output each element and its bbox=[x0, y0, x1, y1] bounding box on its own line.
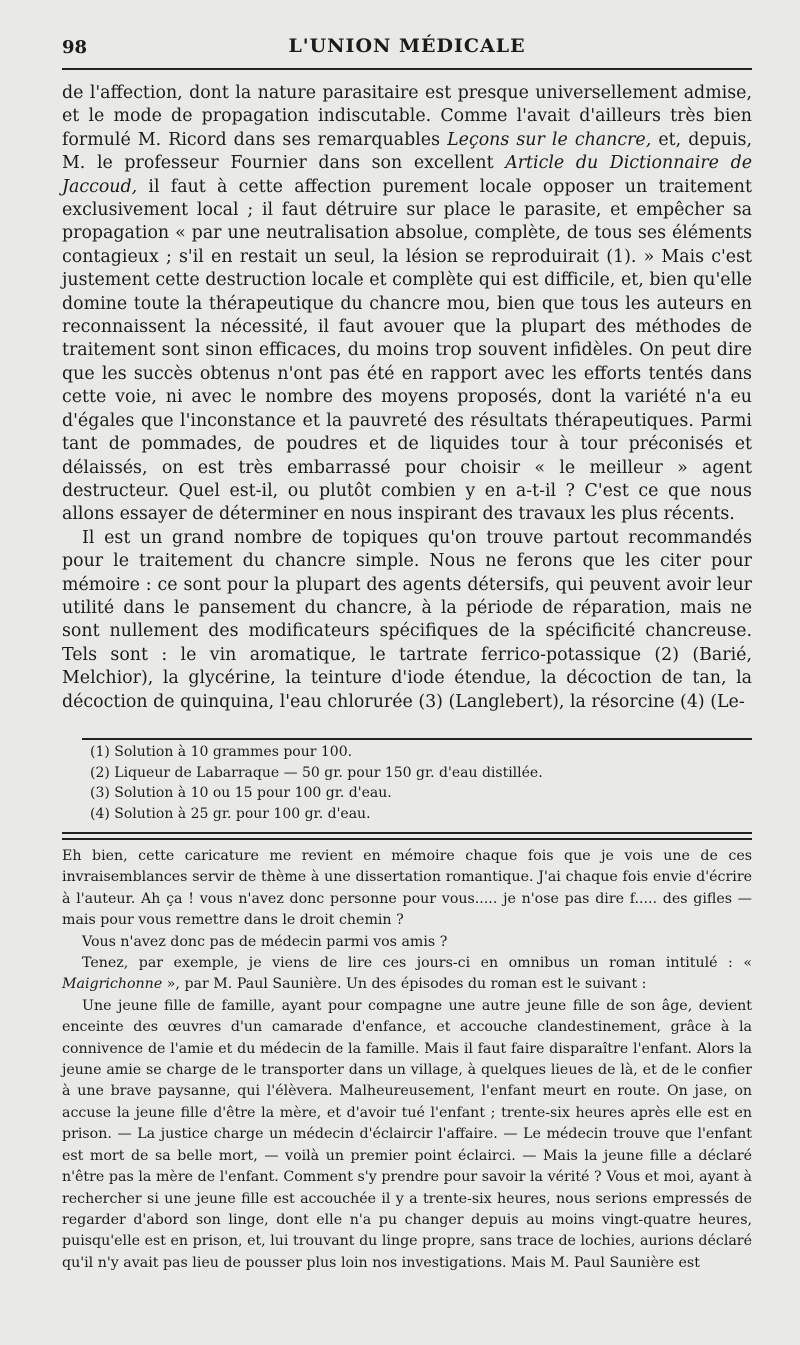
paragraph-1: de l'affection, dont la nature parasitaire est presque universellement admise, et le mode de propagation indiscutable. Comme l'avait d'ailleurs très bien formulé M. Ricord dans ses remarquables Leçons sur le chancre, et, depuis, M. le professeur Fournier dans son excellent Article du Dictionnaire de Jaccoud, il faut à cette affection purement locale opposer un traitement exclusivement local ; il faut détruire sur place le parasite, et empêcher sa propagation « par une neutralisation absolue, complète, de tous ses éléments contagieux ; s'il en restait un seul, la lésion se reproduirait (1). » Mais c'est justement cette destruction locale et complète qui est difficile, et, bien qu'elle domine toute la thérapeutique du chancre mou, bien que tous les auteurs en reconnaissent la nécessité, il faut avouer que la plupart des méthodes de traitement sont sinon efficaces, du moins trop souvent infidèles. On peut dire que les succès obtenus n'ont pas été en rapport avec les efforts tentés dans cette voie, ni avec le nombre des moyens proposés, dont la variété n'a eu d'égales que l'inconstance et la pauvreté des résultats thérapeutiques. Parmi tant de pommades, de poudres et de liquides tour à tour préconisés et délaissés, on est très embarrassé pour choisir « le meilleur » agent destructeur. Quel est-il, ou plutôt combien y en a-t-il ? C'est ce que nous allons essayer de déterminer en nous inspirant des travaux les plus récents. bbox=[62, 83, 752, 525]
header-rule bbox=[62, 68, 752, 70]
page-number: 98 bbox=[62, 37, 88, 58]
paragraph-2: Il est un grand nombre de topiques qu'on trouve partout recommandés pour le traitement du chancre simple. Nous ne ferons que les citer pour mémoire : ce sont pour la plupart des agents détersifs, qui peuvent avoir leur utilité dans le pansement du chancre, à la période de réparation, mais ne sont nullement des modificateurs spécifiques de la spécificité chancreuse. Tels sont : le vin aromatique, le tartrate ferrico-potassique (2) (Barié, Melchior), la glycérine, la teinture d'iode étendue, la décoction de tan, la décoction de quinquina, l'eau chlorurée (3) (Langlebert), la résorcine (4) (Le- bbox=[62, 527, 752, 712]
italic-article: Article du Dictionnaire de Jaccoud, bbox=[62, 153, 752, 197]
feuilleton-paragraph-4: Une jeune fille de famille, ayant pour compagne une autre jeune fille de son âge, devient enceinte des œuvres d'un camarade d'enfance, et accouche clandestinement, grâce à la connivence de l'amie et du médecin de la famille. Mais il faut faire disparaître l'enfant. Alors la jeune amie se charge de le transporter dans un village, à quelques lieues de là, et de le confier à une brave paysanne, qui l'élèvera. Malheureusement, l'enfant meurt en route. On jase, on accuse la jeune fille d'être la mère, et d'avoir tué l'enfant ; trente-six heures après elle est en prison. — La justice charge un médecin d'éclaircir l'affaire. — Le médecin trouve que l'enfant est mort de sa belle mort, — voilà un premier point éclairci. — Mais la jeune fille a déclaré n'être pas la mère de l'enfant. Comment s'y prendre pour savoir la vérité ? Vous et moi, ayant à rechercher si une jeune fille est accouchée il y a trente-six heures, nous serions empressés de regarder d'abord son linge, dont elle n'a pu changer depuis au moins vingt-quatre heures, puisqu'elle est en prison, et, lui trouvant du linge propre, sans trace de lochies, aurions déclaré qu'il n'y avait pas lieu de pousser plus loin nos investigations. Mais M. Paul Saunière est bbox=[62, 997, 752, 1271]
feuilleton bbox=[62, 846, 752, 1274]
page-header bbox=[62, 30, 752, 70]
footnote-3: (3) Solution à 10 ou 15 pour 100 gr. d'eau. bbox=[90, 785, 392, 801]
italic-lecons: Leçons sur le chancre, bbox=[447, 129, 652, 150]
main-text bbox=[62, 82, 752, 714]
footnote-4: (4) Solution à 25 gr. pour 100 gr. d'eau. bbox=[90, 805, 371, 822]
journal-title: L'UNION MÉDICALE bbox=[288, 35, 526, 57]
footnote-1: (1) Solution à 10 grammes pour 100. bbox=[90, 744, 353, 760]
footnote-rule bbox=[82, 738, 752, 740]
feuilleton-paragraph-3: Tenez, par exemple, je viens de lire ces jours-ci en omnibus un roman intitulé : « Maigrichonne », par M. Paul Saunière. Un des épisodes du roman est le suivant : bbox=[62, 955, 752, 993]
footnote-2: (2) Liqueur de Labarraque — 50 gr. pour 150 gr. d'eau distillée. bbox=[90, 764, 543, 781]
footnotes bbox=[90, 742, 750, 824]
feuilleton-paragraph-2: Vous n'avez donc pas de médecin parmi vos amis ? bbox=[82, 933, 448, 950]
italic-novel-title: Maigrichonne bbox=[62, 976, 163, 993]
feuilleton-divider bbox=[62, 832, 752, 840]
feuilleton-paragraph-1: Eh bien, cette caricature me revient en mémoire chaque fois que je vois une de ces invraisemblances servir de thème à une dissertation romantique. J'ai chaque fois envie d'écrire à l'auteur. Ah ça ! vous n'avez donc personne pour vous..... je n'ose pas dire f..... des gifles — mais pour vous remettre dans le droit chemin ? bbox=[62, 848, 752, 929]
